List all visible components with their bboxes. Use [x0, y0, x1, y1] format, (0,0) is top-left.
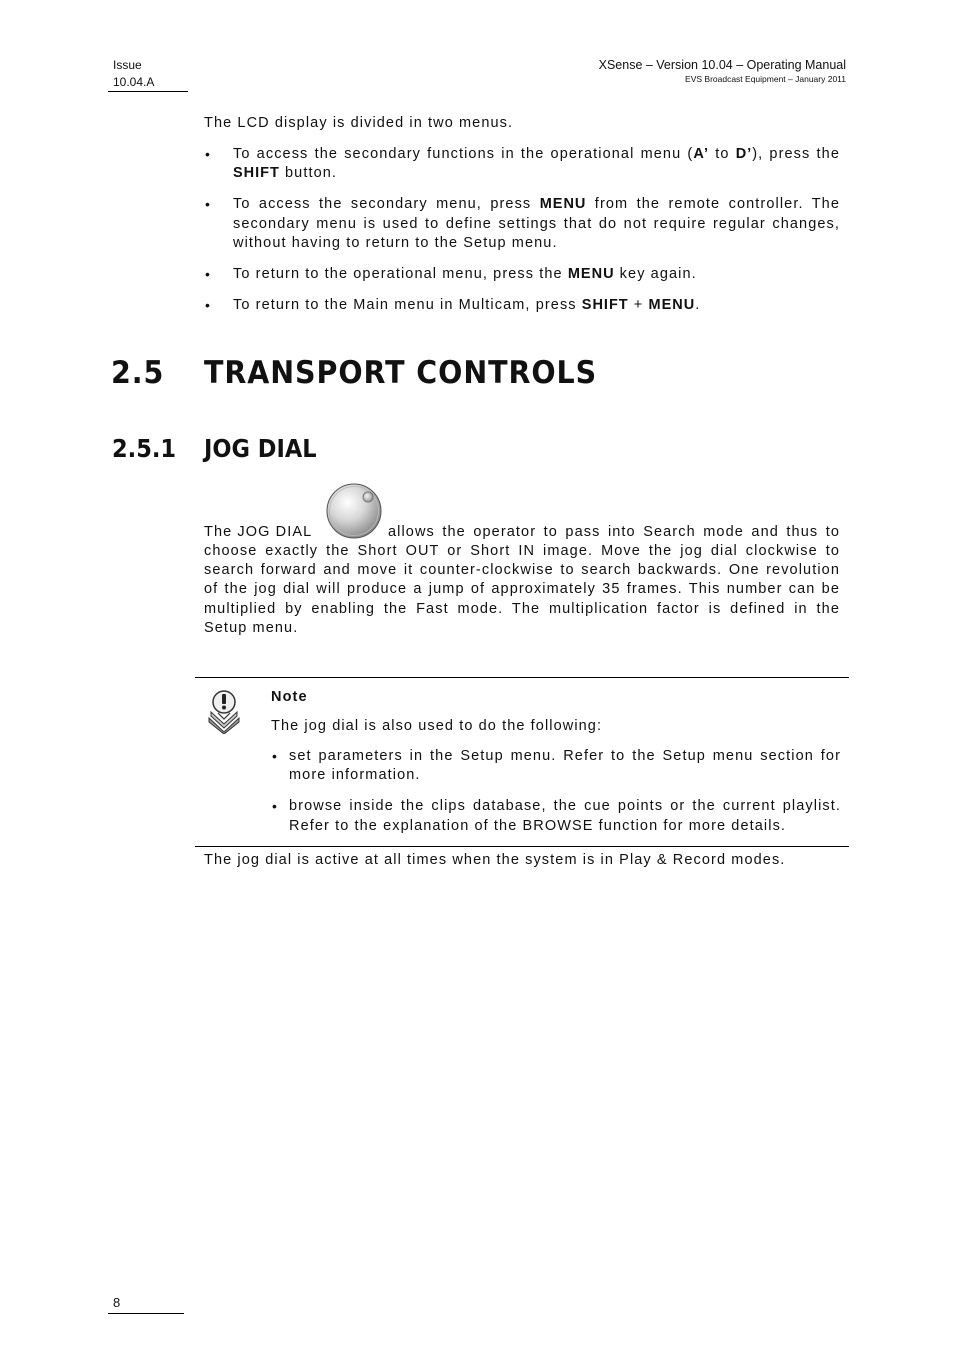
intro-text: The LCD display is divided in two menus.	[204, 115, 514, 131]
subsection-number: 2.5.1	[112, 434, 177, 463]
closing-text: The jog dial is active at all times when the system is in Play & Record modes.	[204, 852, 786, 868]
subsection-title: JOG DIAL	[204, 434, 317, 463]
note-top-rule	[195, 677, 849, 678]
jog-text-prefix: The JOG DIAL	[204, 524, 313, 540]
note-title: Note	[271, 689, 308, 705]
document-subtitle: EVS Broadcast Equipment – January 2011	[685, 74, 846, 84]
issue-number: 10.04.A	[113, 75, 155, 89]
intro-bullet-4: • To return to the Main menu in Multicam, press SHIFT + MENU.	[204, 296, 840, 315]
issue-divider	[108, 91, 188, 92]
page-number: 8	[113, 1295, 121, 1310]
jog-text-first-line: allows the operator to pass into Search mode and thus to	[388, 524, 840, 540]
jog-text-body: choose exactly the Short OUT or Short IN image. Move the jog dial clockwise to search forward and move it counter-clockwise to search backwards. One revolution of the jog dial will produce a jump of approximately 35 frames. This number can be multiplied by enabling the Fast mode. The multiplication factor is defined in the Setup menu.	[204, 543, 840, 636]
note-intro: The jog dial is also used to do the following:	[271, 718, 603, 734]
note-list	[271, 747, 841, 836]
note-exclamation-icon	[206, 688, 242, 734]
note-item-1: • set parameters in the Setup menu. Refer to the Setup menu section for more information.	[271, 747, 841, 785]
jog-dial-icon	[325, 482, 383, 540]
intro-bullet-list	[204, 145, 840, 315]
issue-label: Issue	[113, 58, 142, 72]
section-number: 2.5	[111, 355, 165, 391]
section-title: TRANSPORT CONTROLS	[204, 355, 598, 391]
intro-bullet-3: • To return to the operational menu, press the MENU key again.	[204, 265, 840, 284]
note-bottom-rule	[195, 846, 849, 847]
footer-divider	[108, 1313, 184, 1314]
intro-bullet-2: • To access the secondary menu, press MENU from the remote controller. The secondary menu is used to define settings that do not require regular changes, without having to return to the Setup menu.	[204, 195, 840, 253]
note-item-2: • browse inside the clips database, the cue points or the current playlist. Refer to the explanation of the BROWSE function for more details.	[271, 797, 841, 835]
intro-bullet-1: • To access the secondary functions in the operational menu (A’ to D’), press the SHIFT button.	[204, 145, 840, 183]
document-title: XSense – Version 10.04 – Operating Manual	[598, 58, 846, 72]
